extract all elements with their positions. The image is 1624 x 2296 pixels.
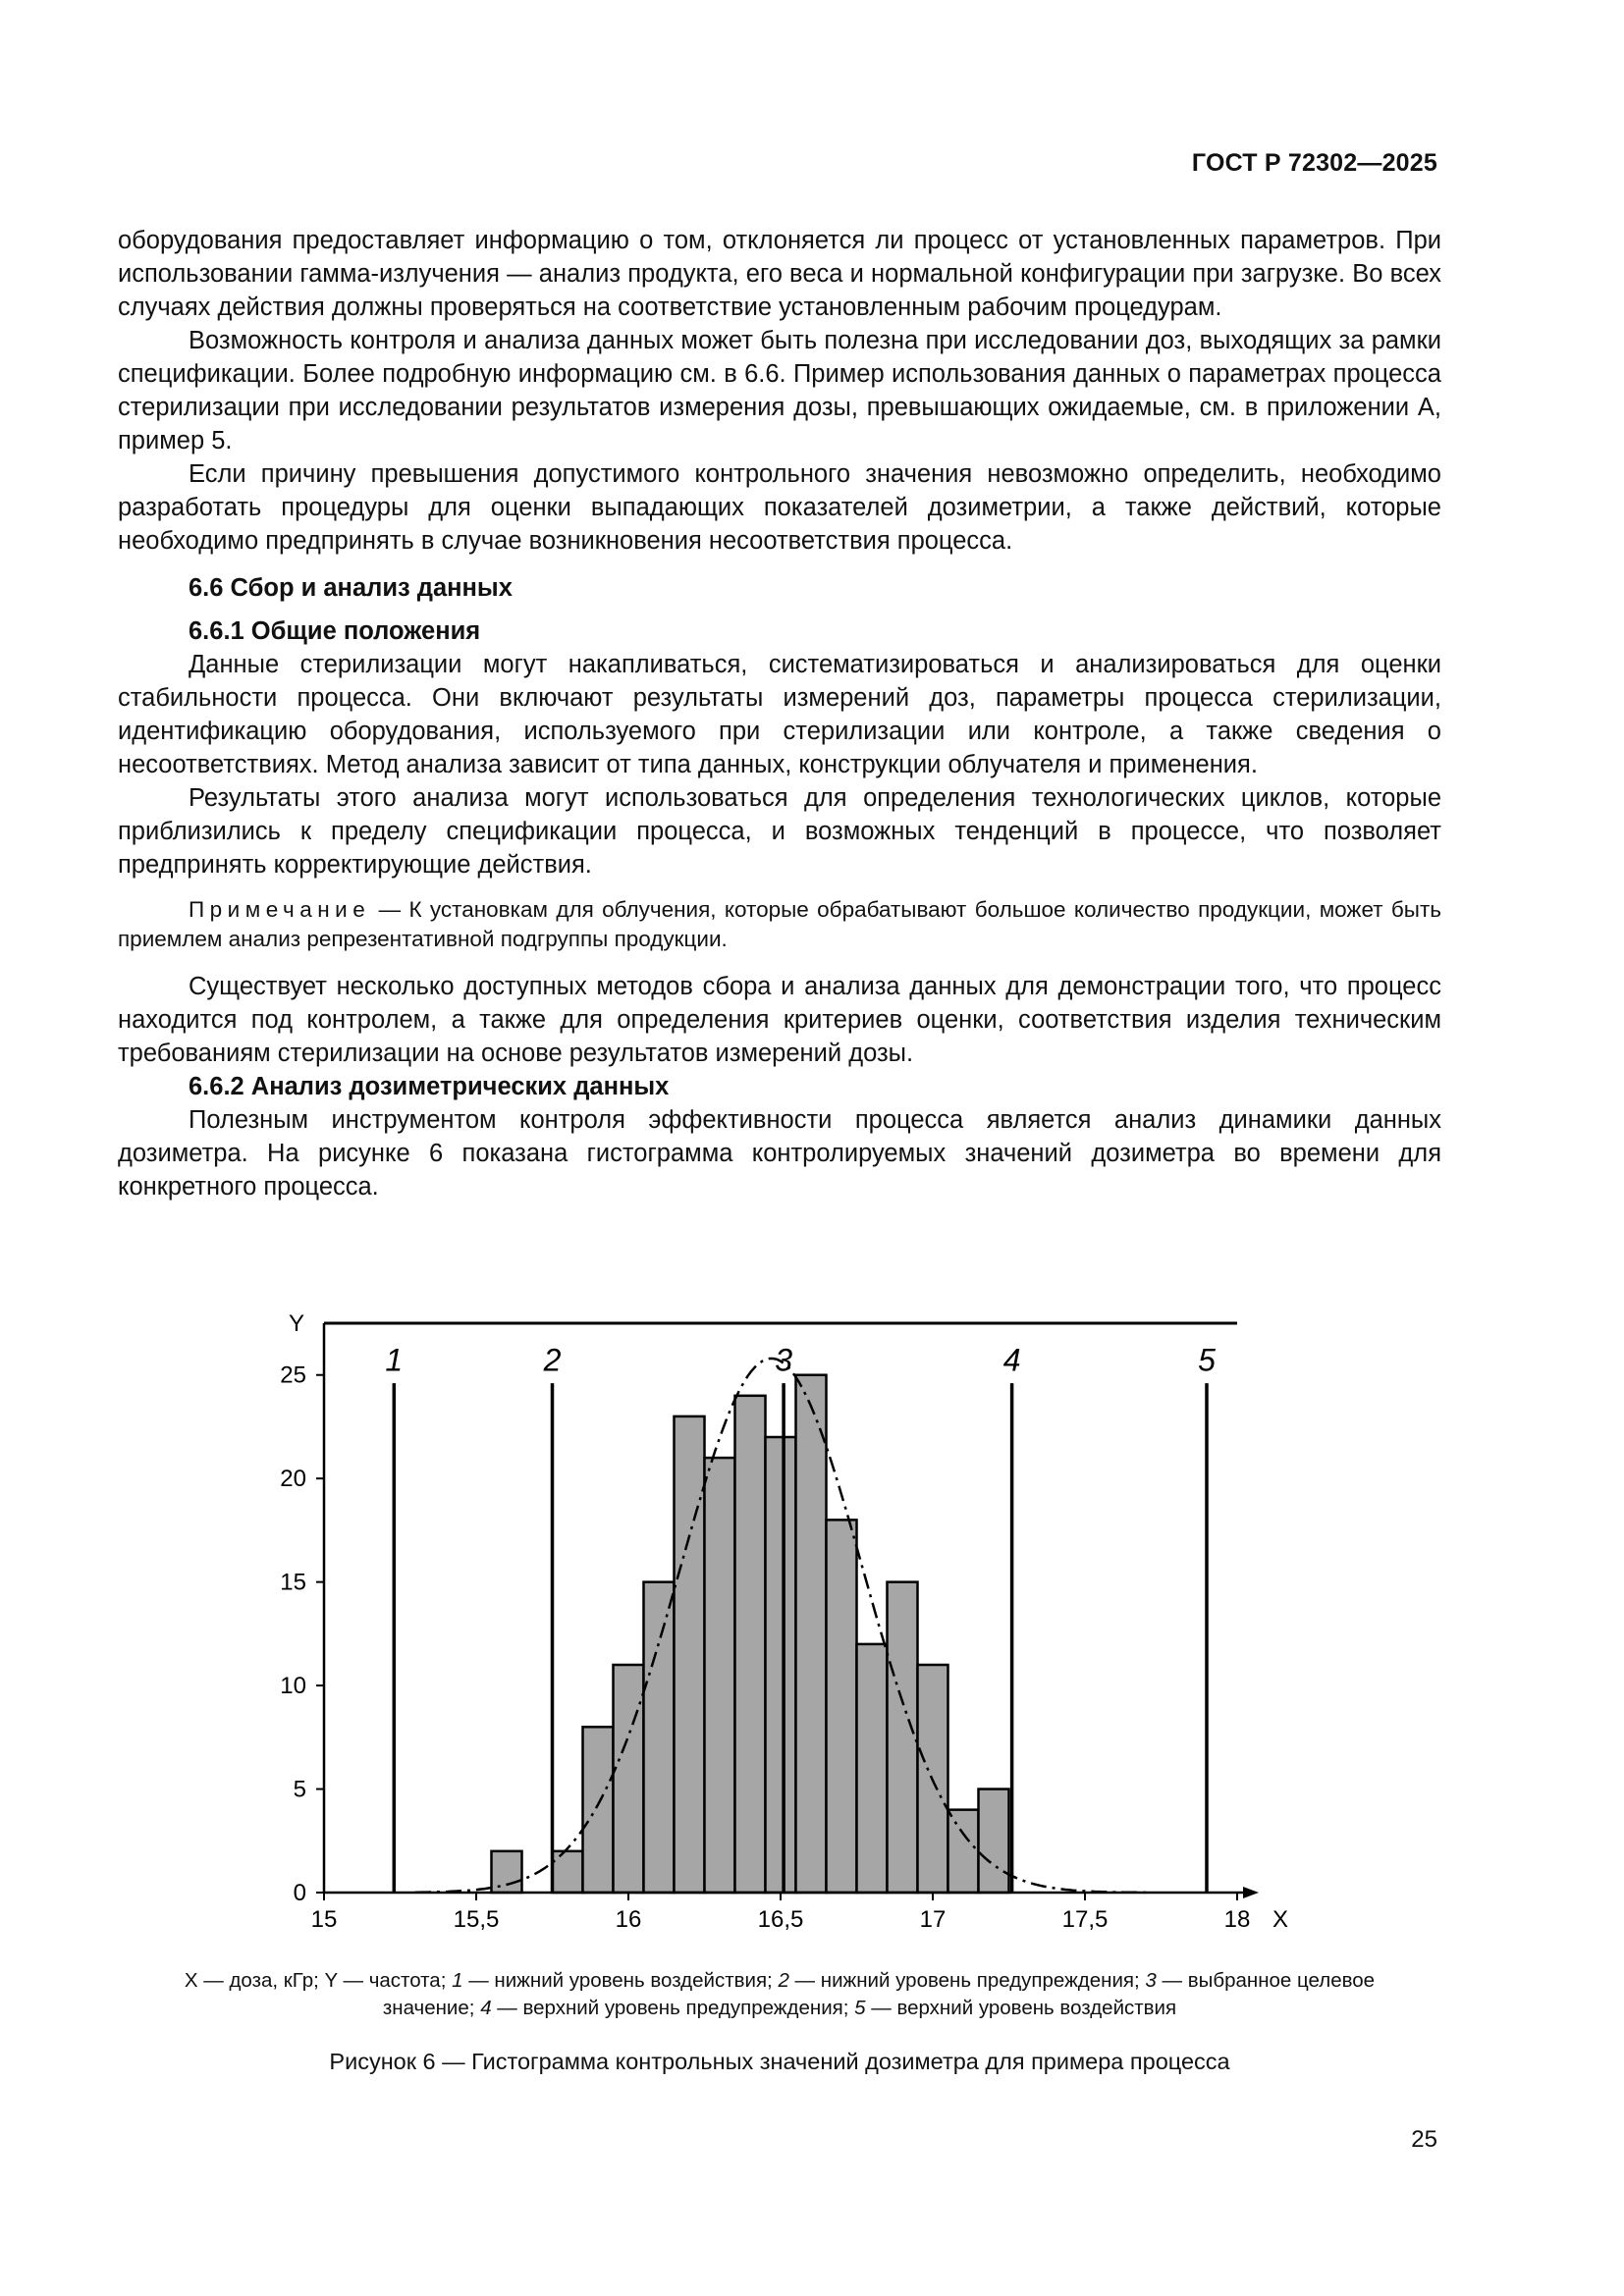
x-axis-arrow-icon [1243, 1887, 1259, 1898]
reference-label-4: 4 [1002, 1342, 1021, 1378]
paragraph: оборудования предоставляет информацию о том, отклоняется ли процесс от установленных параметров. При использовании гамма-излучения — анализ продукта, его веса и нормальной конфигурации при загрузке. Во всех случаях действия должны проверяться на соответствие установленным рабочим процедурам. [118, 227, 1441, 321]
document-body [118, 224, 1441, 1203]
histogram-bar [614, 1665, 644, 1893]
legend-line [118, 1995, 1441, 2022]
histogram-bar [948, 1810, 979, 1893]
legend-text: X — доза, кГр; Y — частота; [184, 1969, 453, 1992]
legend-number: 1 [452, 1969, 463, 1992]
legend-item-text: — нижний уровень воздействия; [462, 1969, 779, 1992]
histogram-bar [857, 1644, 888, 1893]
legend-text: значение; [382, 1997, 481, 2019]
histogram-chart [226, 1284, 1289, 1933]
x-tick-label: 15,5 [453, 1906, 500, 1933]
legend-item-text: — выбранное целевое [1156, 1969, 1376, 1992]
reference-label-3: 3 [775, 1342, 792, 1378]
x-tick-label: 16 [615, 1906, 642, 1933]
legend-item-text: — верхний уровень воздействия [865, 1997, 1177, 2019]
document-id-header: ГОСТ Р 72302—2025 [1191, 149, 1437, 177]
paragraph: Существует несколько доступных методов сбора и анализа данных для демонстрации того, что процесс находится под контролем, а также для определения критериев оценки, соответствия изделия техническим требованиям стерилизации на основе результатов измерений дозы. [118, 973, 1441, 1067]
histogram-bar [796, 1375, 827, 1893]
paragraph: Если причину превышения допустимого контрольного значения невозможно определить, необходимо разработать процедуры для оценки выпадающих показателей дозиметрии, а также действий, которые необходимо предпринять в случае возникновения несоответствия процесса. [118, 460, 1441, 555]
note-label: Примечание [189, 897, 371, 922]
x-tick-label: 17,5 [1061, 1906, 1109, 1933]
histogram-bar [644, 1582, 675, 1893]
histogram-figure [226, 1284, 1289, 1933]
subsection-heading: 6.6.1 Общие положения [189, 617, 481, 645]
x-tick-label: 15 [310, 1906, 338, 1933]
histogram-bar [553, 1851, 583, 1893]
y-axis-label: Y [288, 1310, 305, 1337]
y-tick-label: 20 [280, 1466, 306, 1493]
subsection-heading: 6.6.2 Анализ дозиметрических данных [189, 1073, 670, 1100]
legend-line [118, 1967, 1441, 1995]
note-text: — К установкам для облучения, которые обрабатывают большое количество продукции, может быть приемлем анализ репрезентативной подгруппы продукции. [118, 897, 1441, 951]
reference-label-2: 2 [543, 1342, 562, 1378]
histogram-bar [675, 1416, 705, 1893]
y-tick-label: 15 [280, 1569, 306, 1596]
legend-number: 2 [778, 1969, 789, 1992]
histogram-bar [827, 1520, 857, 1893]
paragraph: Результаты этого анализа могут использоваться для определения технологических циклов, которые приблизились к пределу спецификации процесса, и возможных тенденций в процессе, что позволяет предпринять корректирующие действия. [118, 784, 1441, 879]
histogram-bar [888, 1582, 918, 1893]
y-tick-label: 10 [280, 1673, 306, 1700]
y-tick-label: 25 [280, 1362, 306, 1389]
legend-item-text: — верхний уровень предупреждения; [491, 1997, 855, 2019]
legend-item-text: — нижний уровень предупреждения; [788, 1969, 1146, 1992]
legend-number: 5 [854, 1997, 866, 2019]
paragraph: Полезным инструментом контроля эффективности процесса является анализ динамики данных дозиметра. На рисунке 6 показана гистограмма контролируемых значений дозиметра во времени для конкретного процесса. [118, 1106, 1441, 1201]
page-number: 25 [1411, 2126, 1437, 2153]
paragraph: Возможность контроля и анализа данных может быть полезна при исследовании доз, выходящих за рамки спецификации. Более подробную информацию см. в 6.6. Пример использования данных о параметрах процесса стерилизации при исследовании результатов измерения дозы, превышающих ожидаемые, см. в приложении А, пример 5. [118, 327, 1441, 454]
legend-number: 3 [1145, 1969, 1157, 1992]
histogram-bar [583, 1727, 614, 1893]
x-axis-label: X [1272, 1906, 1289, 1933]
section-heading: 6.6 Сбор и анализ данных [189, 574, 513, 602]
histogram-bar [705, 1458, 735, 1893]
y-tick-label: 0 [293, 1880, 306, 1906]
note [118, 895, 1441, 954]
legend-number: 4 [480, 1997, 492, 2019]
figure-caption: Рисунок 6 — Гистограмма контрольных значений дозиметра для примера процесса [329, 2049, 1230, 2074]
figure-legend [118, 1967, 1441, 2022]
reference-label-1: 1 [385, 1342, 404, 1378]
histogram-bar [492, 1851, 522, 1893]
histogram-bar [979, 1789, 1009, 1893]
paragraph: Данные стерилизации могут накапливаться, систематизироваться и анализироваться для оценки стабильности процесса. Они включают результаты измерений доз, параметры процесса стерилизации, идентификацию оборудования, используемого при стерилизации или контроле, а также сведения о несоответствиях. Метод анализа зависит от типа данных, конструкции облучателя и применения. [118, 651, 1441, 778]
y-tick-label: 5 [293, 1776, 306, 1803]
reference-label-5: 5 [1198, 1342, 1216, 1378]
x-tick-label: 17 [919, 1906, 947, 1933]
x-tick-label: 16,5 [757, 1906, 804, 1933]
histogram-bar [735, 1396, 766, 1893]
x-tick-label: 18 [1223, 1906, 1251, 1933]
histogram-bar [766, 1437, 796, 1893]
